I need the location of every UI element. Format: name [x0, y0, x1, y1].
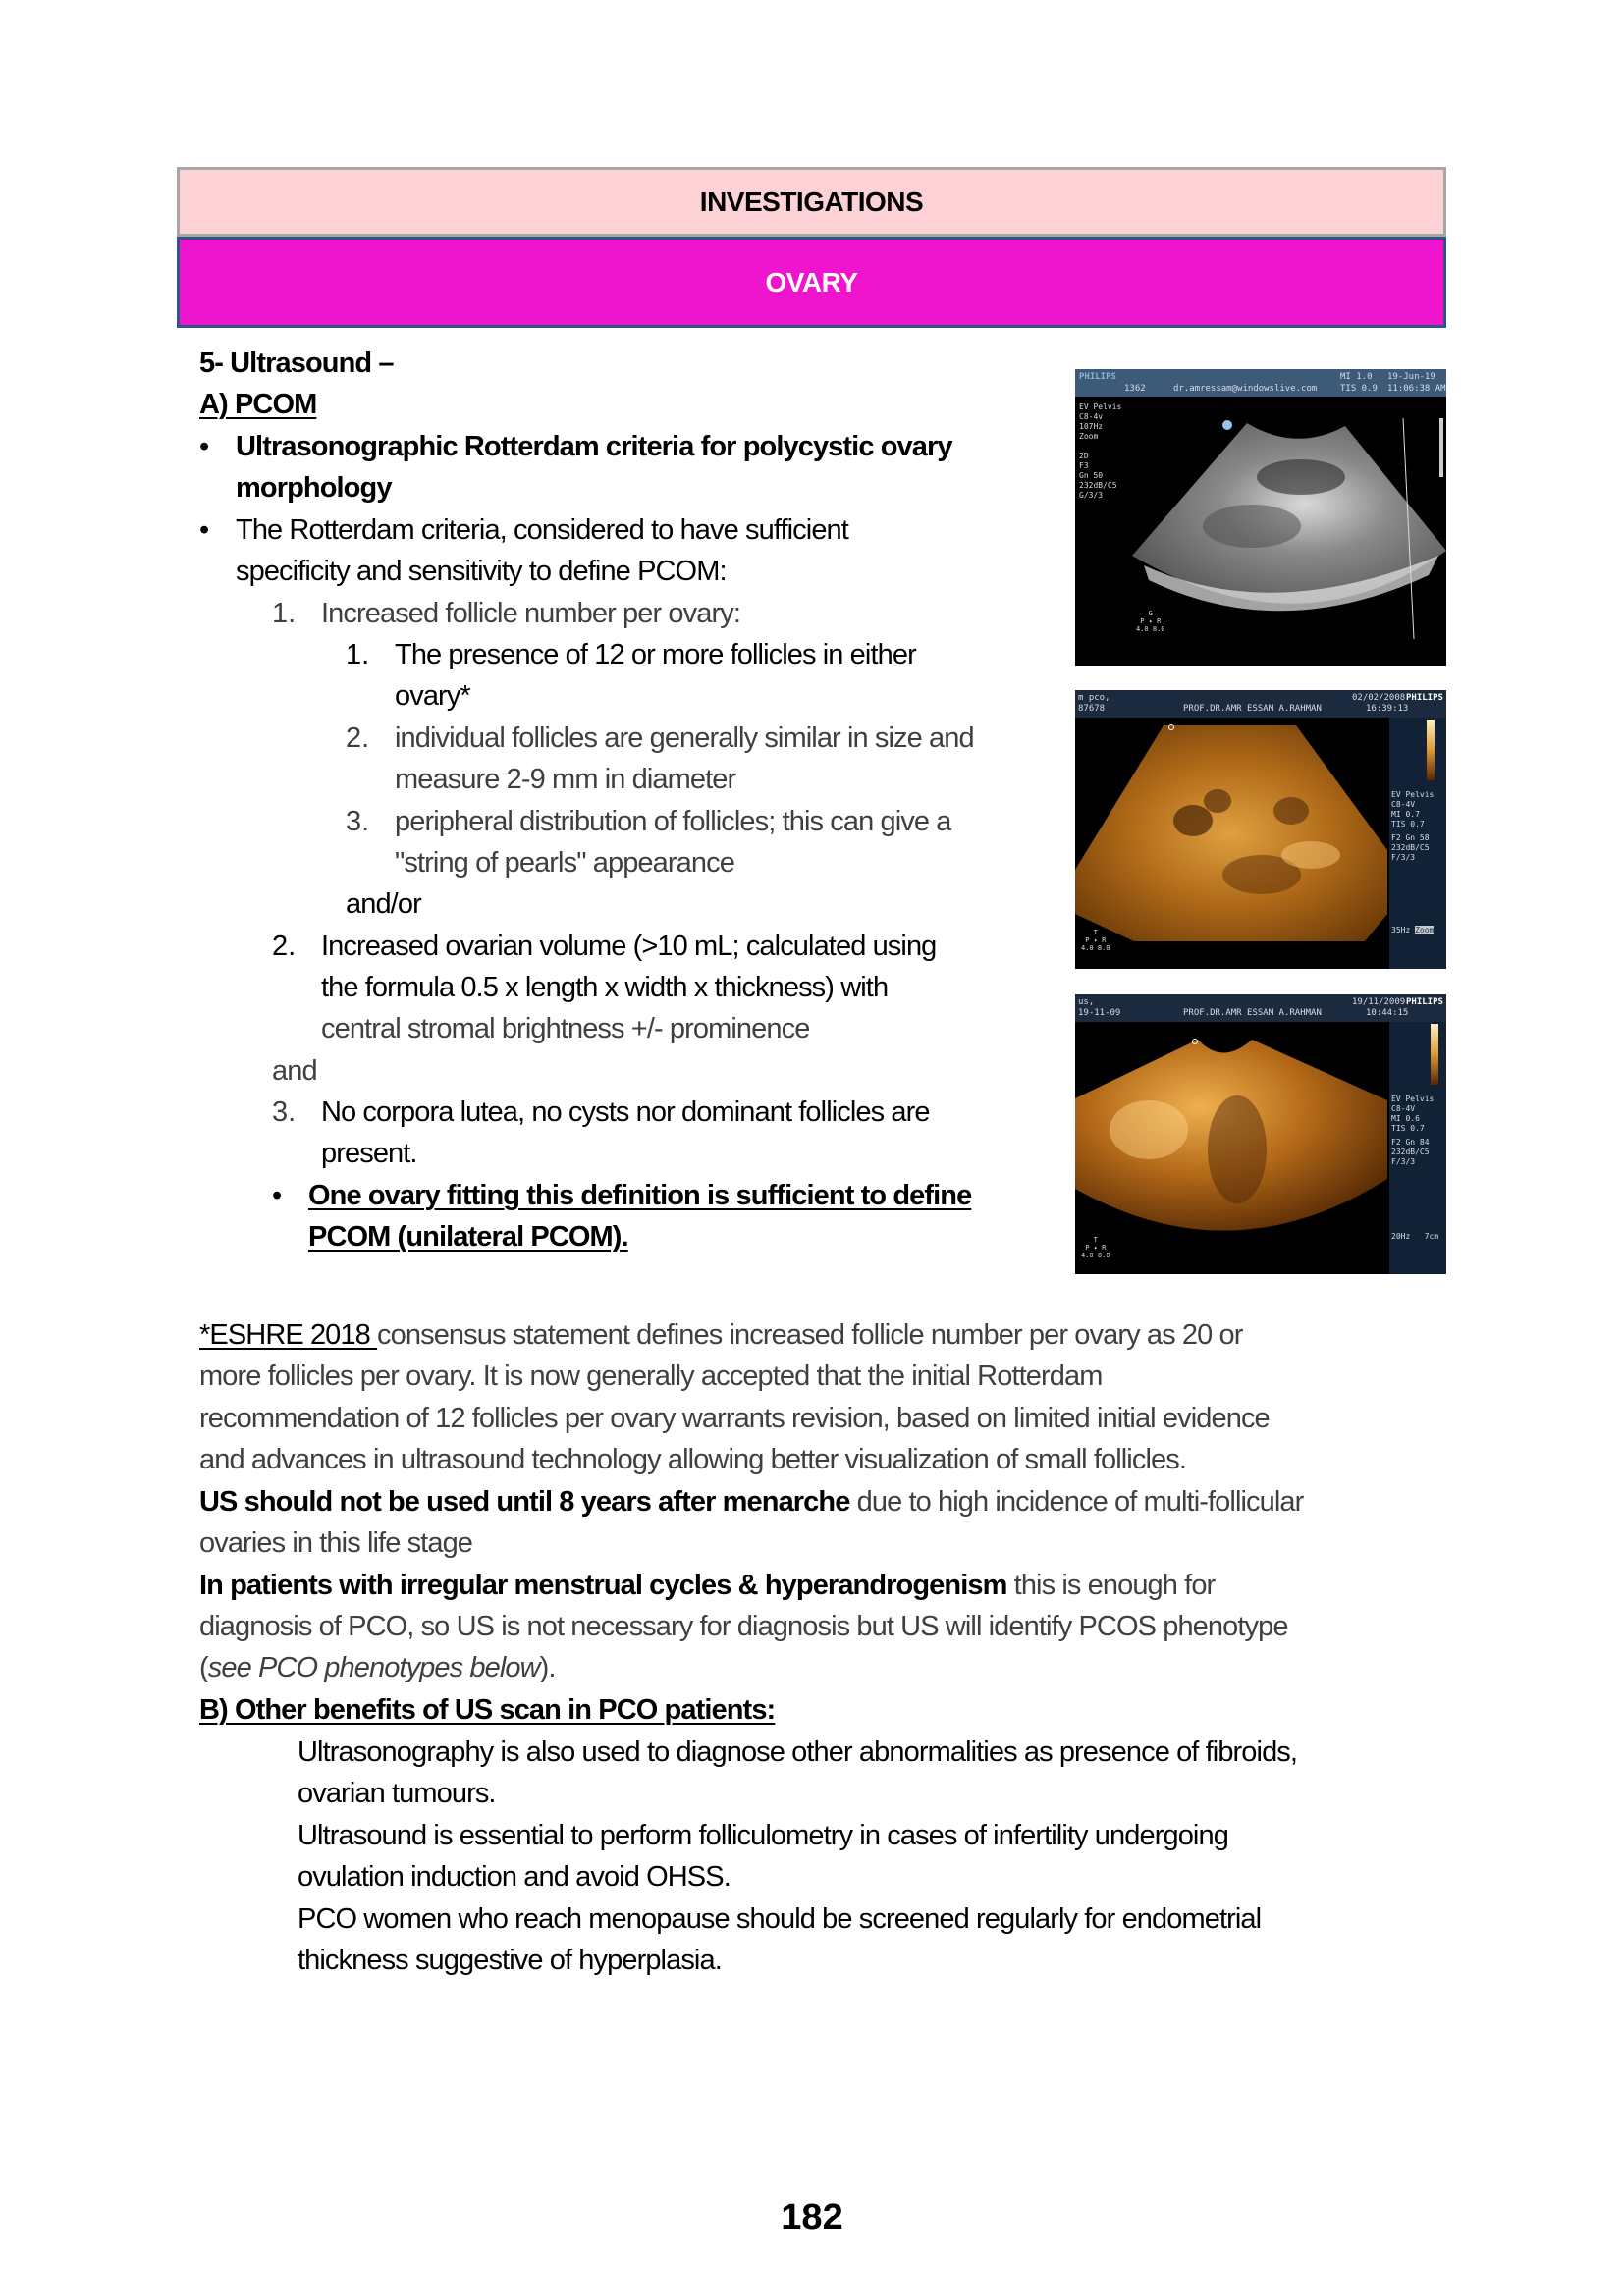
rotterdam-criteria-title-cont: morphology — [236, 472, 392, 504]
brand-label: PHILIPS — [1406, 997, 1443, 1007]
subcriterion-3-text: peripheral distribution of follicles; this can give a — [395, 806, 951, 837]
probe-orientation-icon: G P ✦ R 4.0 8.0 — [1136, 610, 1165, 633]
menarche-line-2: ovaries in this life stage — [199, 1527, 473, 1559]
subcriterion-2-text-cont: measure 2-9 mm in diameter — [395, 764, 736, 795]
benefit-1-cont: ovarian tumours. — [298, 1778, 496, 1809]
doctor-name: PROF.DR.AMR ESSAM A.RAHMAN — [1183, 1008, 1322, 1018]
bullet-icon: • — [199, 514, 210, 546]
ultrasound-heading: 5- Ultrasound – — [199, 347, 394, 379]
subcriterion-3-text-cont: "string of pearls" appearance — [395, 847, 734, 879]
eshre-line-4: and advances in ultrasound technology allowing better visualization of small follicles. — [199, 1444, 1186, 1475]
eshre-line-3: recommendation of 12 follicles per ovary warrants revision, based on limited initial evidence — [199, 1403, 1270, 1434]
connector-and: and — [272, 1055, 317, 1087]
operator-email: dr.amressam@windowslive.com — [1173, 384, 1318, 394]
criterion-3-text: No corpora lutea, no cysts nor dominant follicles are — [321, 1096, 930, 1128]
gain-scale — [1431, 1024, 1438, 1085]
eshre-line-1: *ESHRE 2018 consensus statement defines increased follicle number per ovary as 20 or — [199, 1319, 1243, 1351]
benefit-1: Ultrasonography is also used to diagnose other abnormalities as presence of fibroids, — [298, 1736, 1298, 1768]
ultrasound-info-bar: us, 19-11-09 PROF.DR.AMR ESSAM A.RAHMAN 19/11/2009 10:44:15 PHILIPS — [1075, 994, 1446, 1022]
irregular-line-3: (see PCO phenotypes below). — [199, 1652, 556, 1683]
brand-label: PHILIPS — [1079, 372, 1116, 382]
menarche-line-1: US should not be used until 8 years after menarche due to high incidence of multi-follicular — [199, 1486, 1304, 1518]
irregular-line-2: diagnosis of PCO, so US is not necessary for diagnosis but US will identify PCOS phenotype — [199, 1611, 1288, 1642]
rotterdam-intro: The Rotterdam criteria, considered to have sufficient — [236, 514, 848, 546]
doctor-name: PROF.DR.AMR ESSAM A.RAHMAN — [1183, 704, 1322, 714]
scan-parameters-panel: EV Pelvis C8-4V MI 0.7 TIS 0.7 F2 Gn 58 232dB/C5 F/3/3 35Hz Zoom — [1389, 718, 1446, 969]
exam-date: 19/11/2009 — [1352, 997, 1406, 1007]
rotterdam-criteria-title: Ultrasonographic Rotterdam criteria for polycystic ovary — [236, 431, 952, 462]
subcriterion-number: 3. — [346, 806, 370, 837]
bullet-icon: • — [199, 431, 210, 462]
subcriterion-1-text: The presence of 12 or more follicles in either — [395, 639, 916, 670]
probe-orientation-icon: T P ✦ R 4.0 8.0 — [1081, 929, 1110, 952]
criterion-3-text-cont: present. — [321, 1138, 417, 1169]
scan-parameters-panel: EV Pelvis C8-4V MI 0.6 TIS 0.7 F2 Gn 84 232dB/C5 F/3/3 20Hz 7cm — [1389, 1022, 1446, 1274]
exam-date: 02/02/2008 — [1352, 693, 1406, 703]
subcriterion-2-text: individual follicles are generally similar in size and — [395, 722, 974, 754]
benefit-2: Ultrasound is essential to perform folliculometry in cases of infertility undergoing — [298, 1820, 1228, 1851]
ultrasound-image-grayscale — [1075, 369, 1446, 666]
page-number: 182 — [781, 2197, 843, 2238]
subcriterion-number: 2. — [346, 722, 370, 754]
exam-date: 19-Jun-19 — [1387, 372, 1435, 382]
benefit-3-cont: thickness suggestive of hyperplasia. — [298, 1945, 722, 1976]
exam-id: 1362 — [1124, 384, 1146, 394]
rotterdam-intro-cont: specificity and sensitivity to define PCOM: — [236, 556, 727, 587]
criterion-number: 1. — [272, 598, 297, 629]
ultrasound-image-sepia-1 — [1075, 690, 1446, 969]
criterion-1-text: Increased follicle number per ovary: — [321, 598, 740, 629]
unilateral-pcom-note: One ovary fitting this definition is sufficient to define — [308, 1180, 972, 1211]
eshre-line-2: more follicles per ovary. It is now generally accepted that the initial Rotterdam — [199, 1361, 1103, 1392]
ultrasound-scan-graphic — [1075, 1022, 1389, 1274]
phenotypes-reference: see PCO phenotypes below — [207, 1652, 540, 1683]
connector-and-or: and/or — [346, 888, 421, 920]
probe-orientation-icon: T P ✦ R 4.0 8.0 — [1081, 1236, 1110, 1259]
criterion-number: 2. — [272, 931, 297, 962]
subcriterion-1-text-cont: ovary* — [395, 680, 470, 712]
bullet-icon: • — [272, 1180, 283, 1211]
topic-header — [177, 237, 1446, 328]
mi-value: MI 1.0 — [1340, 372, 1373, 382]
ultrasound-scan-graphic — [1075, 718, 1389, 969]
topic-title: OVARY — [765, 266, 858, 297]
gain-scale — [1427, 720, 1435, 780]
criterion-number: 3. — [272, 1096, 297, 1128]
ultrasound-info-bar: m pco, 87678 PROF.DR.AMR ESSAM A.RAHMAN 02/02/2008 16:39:13 PHILIPS — [1075, 690, 1446, 718]
irregular-line-1: In patients with irregular menstrual cycles & hyperandrogenism this is enough for — [199, 1570, 1216, 1601]
ultrasound-image-sepia-2 — [1075, 994, 1446, 1274]
criterion-2-text: Increased ovarian volume (>10 mL; calculated using — [321, 931, 937, 962]
benefits-heading: B) Other benefits of US scan in PCO patients: — [199, 1694, 776, 1726]
pcom-subheading: A) PCOM — [199, 389, 317, 420]
criterion-2-text-cont2: central stromal brightness +/- prominence — [321, 1013, 810, 1044]
exam-time: 10:44:15 — [1366, 1008, 1409, 1018]
benefit-3: PCO women who reach menopause should be screened regularly for endometrial — [298, 1903, 1262, 1935]
section-title: INVESTIGATIONS — [699, 186, 924, 217]
ultrasound-scan-graphic — [1075, 369, 1446, 666]
criterion-2-text-cont: the formula 0.5 x length x width x thickness) with — [321, 972, 889, 1003]
unilateral-pcom-note-cont: PCOM (unilateral PCOM). — [308, 1221, 628, 1253]
brand-label: PHILIPS — [1406, 693, 1443, 703]
section-header — [177, 167, 1446, 237]
scan-parameters: EV Pelvis C8-4v 107Hz Zoom 2D F3 Gn 50 232dB/C5 G/3/3 — [1079, 402, 1122, 500]
eshre-reference: *ESHRE 2018 — [199, 1319, 378, 1351]
subcriterion-number: 1. — [346, 639, 370, 670]
exam-time: 16:39:13 — [1366, 704, 1409, 714]
benefit-2-cont: ovulation induction and avoid OHSS. — [298, 1861, 731, 1893]
exam-time: 11:06:38 AM — [1387, 384, 1446, 394]
tis-value: TIS 0.9 — [1340, 384, 1378, 394]
